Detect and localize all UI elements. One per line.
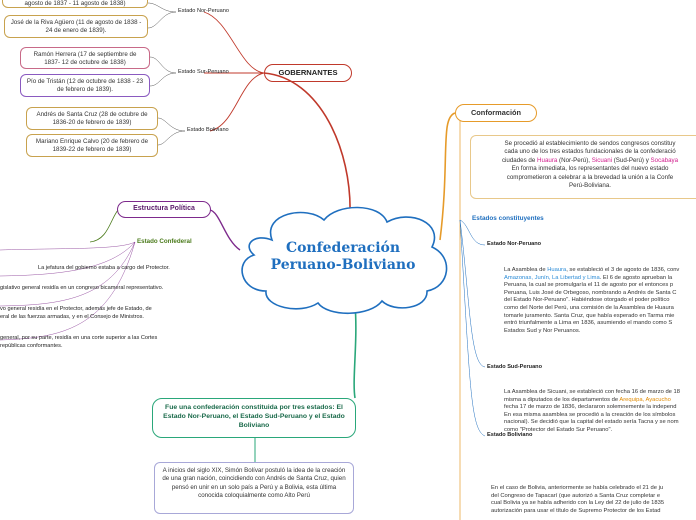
governor-text: Ramón Herrera (17 de septiembre de 1837- 12 de octubre de 1838)	[33, 51, 137, 66]
departamentos-link[interactable]: Amazonas, Junín, La Libertad y Lima	[504, 274, 600, 281]
para-line: cual Bolivia ya se había adherido con la Ley del 22 de julio de 1835	[491, 500, 665, 507]
para-line: tomarle juramento. Santa Cruz, que había esperado en Tarma mie	[504, 312, 675, 319]
conformacion-node[interactable]	[455, 104, 537, 122]
intro-text: (Nor-Perú),	[557, 156, 592, 164]
intro-line: Se procedió al establecimiento de sendos congresos constituy	[504, 140, 676, 147]
intro-line	[477, 157, 696, 165]
estructura-title: Estructura Política	[133, 205, 195, 212]
estructura-item: gislativo general residía en un congreso bicameral representativo.	[0, 285, 164, 291]
para-text: misma a diputados de los departamentos de	[504, 396, 620, 403]
para-line: Peruana, la cual se promulgaría el 11 de agosto por el entonces p	[504, 282, 674, 289]
intro-line: comprometieron a celebrar a la brevedad la unión a la Confe	[506, 173, 674, 181]
estado-boliviano-title[interactable]: Estado Boliviano	[487, 432, 533, 438]
estado-sud-peruano-title[interactable]: Estado Sud-Peruano	[487, 364, 543, 370]
estructura-item: general, por su parte, residía en una corte superior a las Cortes	[0, 335, 158, 341]
definicion-text: A inicios del siglo XIX, Simón Bolívar postuló la idea de la creación de una gran nación, coincidiendo con Andrés de Santa Cruz, quien pensó en unir en un solo país a Perú y a Bolivia, esta última conocida coloquialmente como Alto Perú	[162, 467, 346, 500]
definicion-node[interactable]	[152, 398, 356, 438]
para-line: La Asamblea de Sicuani, se estableció con fecha 16 de marzo de 18	[504, 389, 680, 395]
para-line: nacional). Se decidió que la capital del estado sería Tacna y se nom	[504, 419, 679, 426]
governor-box[interactable]	[20, 47, 150, 69]
intro-text: ciudades de	[501, 156, 538, 164]
estados-constituyentes-title[interactable]: Estados constituyentes	[472, 215, 544, 222]
governor-box[interactable]	[4, 15, 148, 38]
estructura-item: La jefatura del gobierno estaba a cargo del Protector.	[38, 265, 170, 271]
governor-text: Mariano Enrique Calvo (20 de febrero de 1839-22 de febrero de 1839)	[35, 138, 149, 153]
estado-nor-peruano-title[interactable]: Estado Nor-Peruano	[487, 241, 542, 247]
estado-confederal-label[interactable]: Estado Confederal	[137, 238, 192, 245]
para-text: , se estableció el 3 de agosto de 1836, conv	[566, 267, 680, 273]
definicion-title: Fue una confederación constituida por tres estados: El Estado Nor-Peruano, el Estado Sud-Peruano y el Estado Boliviano	[163, 404, 345, 429]
central-title-line1: Confederación	[285, 240, 401, 256]
para-line: entró triunfalmente a Lima en 1836, asumiendo el mando como S	[504, 320, 673, 327]
estado-boliviano-text	[491, 485, 664, 515]
definicion-text-box	[154, 462, 354, 514]
estructura-item: repúblicas conformantes.	[0, 343, 63, 349]
para-line: En el caso de Bolivia, anteriormente se había celebrado el 21 de ju	[491, 485, 664, 491]
gobernantes-node[interactable]	[264, 64, 352, 82]
governor-text: José de la Riva Agüero (11 de agosto de 1838 - 24 de enero de 1839).	[10, 19, 142, 34]
central-title[interactable]	[240, 240, 446, 274]
gobernantes-title: GOBERNANTES	[278, 68, 338, 77]
para-line: Peruana, Luis José de Orbegoso, nombrando a Andrés de Santa C	[504, 289, 677, 296]
para-line: autorización para usar el título de Supremo Protector de los Estad	[491, 507, 661, 514]
governor-box[interactable]	[26, 107, 158, 130]
estructura-item: eral de las fuerzas armadas, y en el Consejo de Ministros.	[0, 314, 144, 320]
para-line: del Estado Nor-Peruano". Habiéndose otorgado el poder político	[504, 297, 670, 304]
para-line	[504, 267, 679, 275]
sicuani-link[interactable]: Sicuani	[591, 156, 613, 164]
conformacion-title: Conformación	[470, 108, 522, 117]
para-line	[504, 397, 680, 405]
estructura-node[interactable]	[117, 201, 211, 218]
governor-text: Andrés de Santa Cruz (28 de octubre de 1836-20 de febrero de 1839)	[36, 111, 148, 126]
governor-text: Pío de Tristán (12 de octubre de 1838 - 23 de febrero de 1839).	[26, 78, 144, 93]
departamentos-link[interactable]: Arequipa, Ayacucho	[619, 396, 671, 403]
para-text: La Asamblea de	[504, 267, 548, 273]
central-title-line2: Peruano-Boliviano	[270, 257, 416, 273]
estado-sud-peruano-text	[504, 389, 680, 435]
para-text: . El 6 de agosto aprueban la	[599, 274, 673, 281]
estado-nor-peruano-label[interactable]: Estado Nor-Peruano	[178, 8, 229, 14]
estado-sur-peruano-label[interactable]: Estado Sur-Peruano	[178, 69, 229, 75]
para-line: como del Norte del Perú, una comisión de la Asamblea de Huaura	[504, 304, 674, 311]
estado-boliviano-label[interactable]: Estado Boliviano	[187, 127, 229, 133]
governor-box[interactable]	[26, 134, 158, 157]
para-line	[504, 275, 679, 283]
intro-line: Perú-Boliviana.	[569, 182, 611, 190]
governor-box[interactable]	[2, 0, 148, 8]
para-line: Estados Sud y Nor Peruanos.	[504, 327, 581, 334]
para-line: del Congreso de Tapacarí (que autorizó a Santa Cruz completar e	[491, 492, 661, 499]
estructura-item: vo general residía en el Protector, además jefe de Estado, de	[0, 306, 152, 312]
intro-line: cada uno de los tres estados fundacionales de la confederació	[504, 148, 676, 156]
huaura-link[interactable]: Huaura	[537, 156, 558, 164]
conformacion-intro-box	[470, 135, 696, 199]
para-line: En esa misma asamblea se procedió a la creación de los símbolos	[504, 411, 676, 418]
governor-box[interactable]	[20, 74, 150, 97]
huaura-link[interactable]: Huaura	[547, 267, 567, 273]
intro-text: (Sud-Perú) y	[612, 156, 651, 164]
intro-line: En forma inmediata, los representantes del nuevo estado	[511, 165, 669, 173]
estado-nor-peruano-text	[504, 267, 679, 335]
socabaya-link[interactable]: Socabaya	[650, 156, 679, 164]
governor-text: agosto de 1837 - 11 agosto de 1838)	[24, 0, 126, 7]
para-line: como "Protector del Estado Sur Peruano".	[504, 426, 613, 433]
para-line: fecha 17 de marzo de 1836, declararon solemnemente la independ	[504, 404, 677, 411]
